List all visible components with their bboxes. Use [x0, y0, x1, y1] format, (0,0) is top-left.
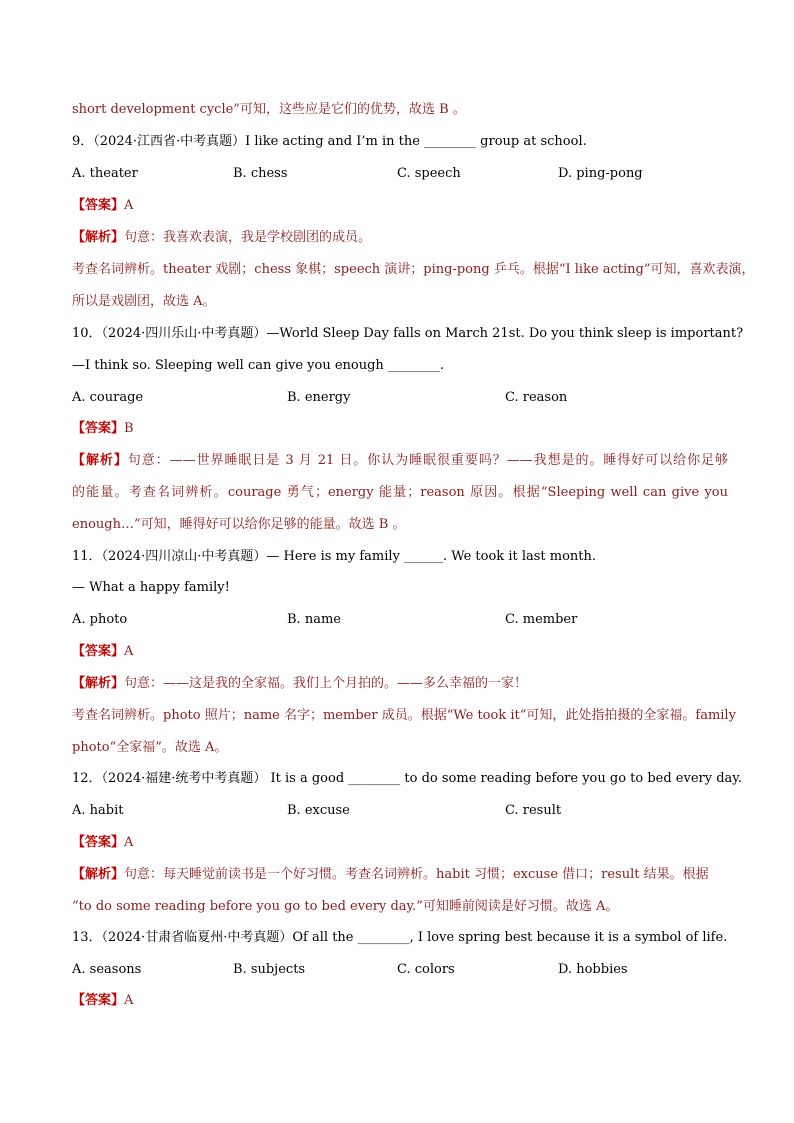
option-a: A. habit — [72, 803, 124, 818]
question-11-analysis-3: photo“全家福”。故选 A。 — [72, 740, 228, 755]
analysis-label: 【解析】 — [72, 676, 125, 691]
question-11-stem-2: — What a happy family! — [72, 580, 230, 595]
analysis-text: 句意：——世界睡眠日是 3 月 21 日。你认为睡眠很重要吗？——我想是的。睡得好可以给你足够 — [127, 453, 728, 468]
analysis-label: 【解析】 — [72, 453, 128, 468]
option-b: B. name — [287, 612, 341, 627]
analysis-label: 【解析】 — [72, 867, 125, 882]
question-11-answer — [72, 643, 728, 661]
option-a: A. courage — [72, 390, 144, 405]
question-12-analysis-2: “to do some reading before you go to bed every day.”可知睡前阅读是好习惯。故选 A。 — [72, 899, 619, 914]
option-a: A. theater — [72, 166, 138, 181]
analysis-text: 句意：——这是我的全家福。我们上个月拍的。——多么幸福的一家！ — [124, 676, 528, 691]
question-9-options — [72, 165, 732, 183]
answer-label: 【答案】 — [72, 835, 125, 850]
answer-value: B — [124, 421, 134, 436]
question-9-analysis-3: 所以是戏剧团，故选 A。 — [72, 294, 216, 309]
answer-value: A — [124, 993, 134, 1008]
analysis-text: 句意：每天睡觉前读书是一个好习惯。考查名词辨析。habit 习惯；excuse 借口；result 结果。根据 — [124, 867, 709, 882]
option-c: C. colors — [397, 962, 455, 977]
question-13-options — [72, 961, 732, 979]
question-11-analysis-2: 考查名词辨析。photo 照片；name 名字；member 成员。根据“We took it”可知，此处指拍摄的全家福。family — [72, 708, 736, 723]
answer-label: 【答案】 — [72, 644, 125, 659]
question-10-stem-2: —I think so. Sleeping well can give you enough ________. — [72, 358, 445, 373]
question-9-analysis-1 — [72, 229, 728, 247]
option-c: C. speech — [397, 166, 461, 181]
analysis-label: 【解析】 — [72, 230, 125, 245]
continuation-text: short development cycle”可知，这些应是它们的优势，故选 B 。 — [72, 102, 466, 117]
option-b: B. energy — [287, 390, 351, 405]
answer-label: 【答案】 — [72, 993, 125, 1008]
question-11-options — [72, 611, 732, 629]
option-a: A. seasons — [72, 962, 142, 977]
question-10-analysis-2: 的能量。考查名词辨析。courage 勇气；energy 能量；reason 原因。根据“Sleeping well can give you — [72, 485, 728, 500]
option-c: C. reason — [505, 390, 568, 405]
option-c: C. member — [505, 612, 578, 627]
question-12-analysis-1 — [72, 866, 728, 884]
question-12-stem: 12．（2024·福建·统考中考真题） It is a good ________ to do some reading before you go to bed every day. — [72, 771, 743, 786]
option-b: B. chess — [233, 166, 288, 181]
option-c: C. result — [505, 803, 562, 818]
question-9-answer — [72, 197, 728, 215]
question-12-options — [72, 802, 732, 820]
question-10-options — [72, 389, 732, 407]
question-11-stem: 11．（2024·四川凉山·中考真题）— Here is my family ______. We took it last month. — [72, 549, 597, 564]
answer-label: 【答案】 — [72, 421, 125, 436]
analysis-text: 句意：我喜欢表演，我是学校剧团的成员。 — [124, 230, 372, 245]
question-9-stem: 9．（2024·江西省·中考真题）I like acting and I’m in the ________ group at school. — [72, 134, 587, 149]
question-10-analysis-1 — [72, 452, 728, 470]
question-11-analysis-1 — [72, 675, 728, 693]
question-10-answer — [72, 420, 728, 438]
answer-label: 【答案】 — [72, 198, 125, 213]
option-b: B. subjects — [233, 962, 306, 977]
option-d: D. ping-pong — [558, 166, 643, 181]
option-d: D. hobbies — [558, 962, 628, 977]
option-a: A. photo — [72, 612, 128, 627]
question-9-analysis-2: 考查名词辨析。theater 戏剧；chess 象棋；speech 演讲；ping-pong 乒乓。根据“I like acting”可知，喜欢表演， — [72, 262, 755, 277]
answer-value: A — [124, 835, 134, 850]
question-13-answer — [72, 992, 728, 1010]
option-b: B. excuse — [287, 803, 350, 818]
question-10-analysis-3: enough…”可知，睡得好可以给你足够的能量。故选 B 。 — [72, 517, 406, 532]
question-10-stem: 10．（2024·四川乐山·中考真题）—World Sleep Day falls on March 21st. Do you think sleep is important? — [72, 326, 744, 341]
answer-value: A — [124, 198, 134, 213]
question-12-answer — [72, 834, 728, 852]
question-13-stem: 13．（2024·甘肃省临夏州·中考真题）Of all the ________, I love spring best because it is a symbol of life. — [72, 930, 728, 945]
answer-value: A — [124, 644, 134, 659]
